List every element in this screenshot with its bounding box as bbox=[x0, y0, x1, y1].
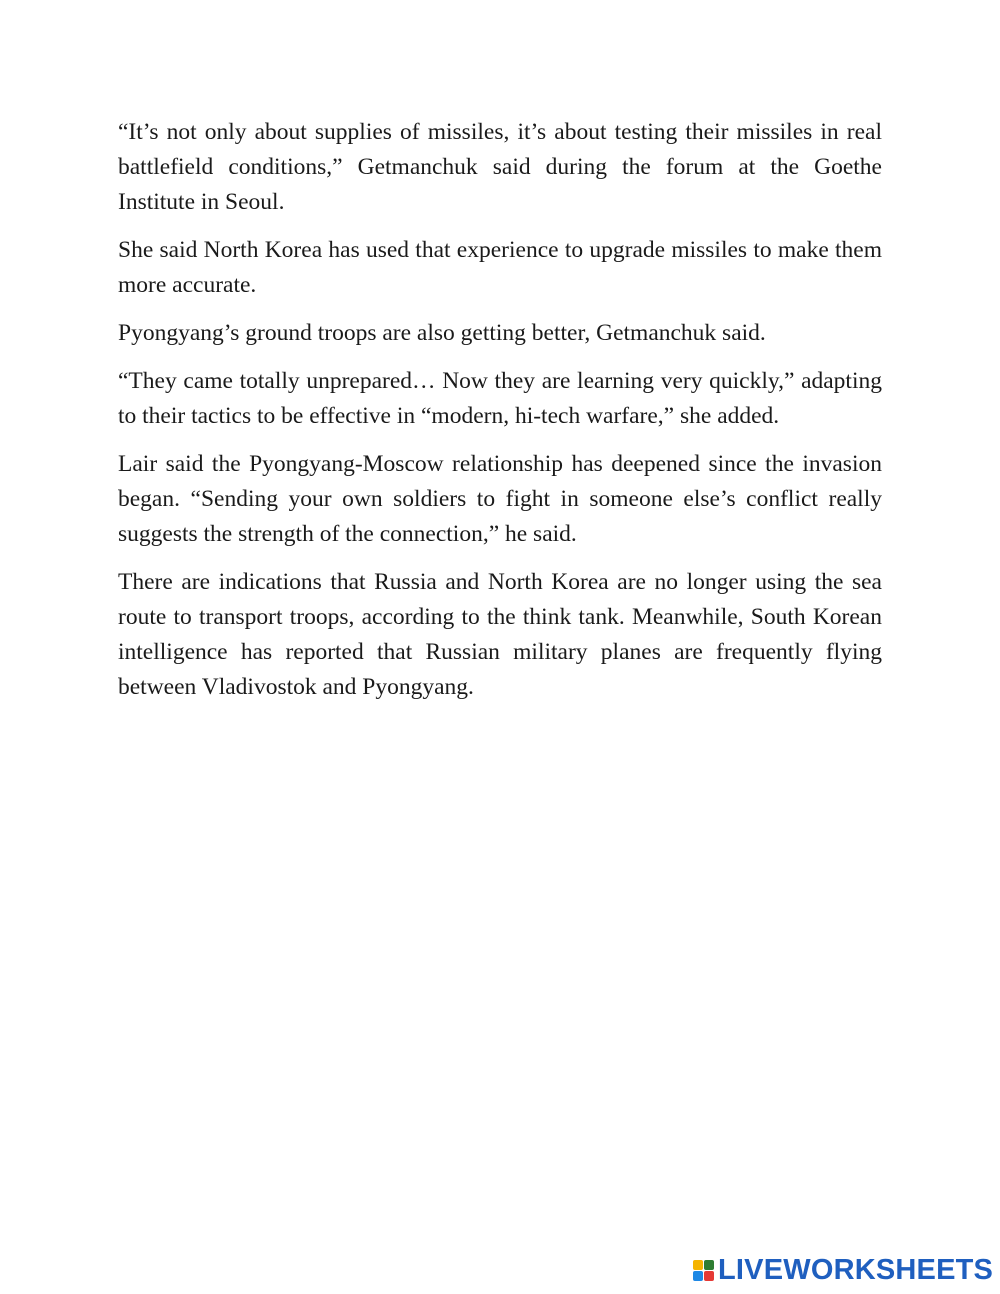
brand-wordmark: LIVEWORKSHEETS bbox=[718, 1254, 994, 1286]
liveworksheets-brand bbox=[693, 1254, 993, 1286]
paragraph-2: She said North Korea has used that experience to upgrade missiles to make them more accurate. bbox=[118, 237, 882, 298]
paragraph-6: There are indications that Russia and North Korea are no longer using the sea route to transport troops, according to the think tank. Meanwhile, South Korean intelligence has reported that Russian military planes are frequently flying between Vladivostok and Pyongyang. bbox=[118, 569, 882, 700]
logo-square-yellow bbox=[693, 1260, 703, 1270]
logo-square-green bbox=[704, 1260, 714, 1270]
article-body bbox=[118, 115, 882, 718]
paragraph-4: “They came totally unprepared… Now they are learning very quickly,” adapting to their tactics to be effective in “modern, hi-tech warfare,” she added. bbox=[118, 368, 882, 429]
logo-square-red bbox=[704, 1271, 714, 1281]
liveworksheets-logo-icon bbox=[693, 1260, 714, 1281]
paragraph-1: “It’s not only about supplies of missiles, it’s about testing their missiles in real battlefield conditions,” Getmanchuk said during the forum at the Goethe Institute in Seoul. bbox=[118, 119, 882, 215]
paragraph-5: Lair said the Pyongyang-Moscow relationship has deepened since the invasion began. “Sending your own soldiers to fight in someone else’s conflict really suggests the strength of the connection,” he said. bbox=[118, 451, 882, 547]
paragraph-3: Pyongyang’s ground troops are also getting better, Getmanchuk said. bbox=[118, 320, 766, 346]
logo-square-blue bbox=[693, 1271, 703, 1281]
